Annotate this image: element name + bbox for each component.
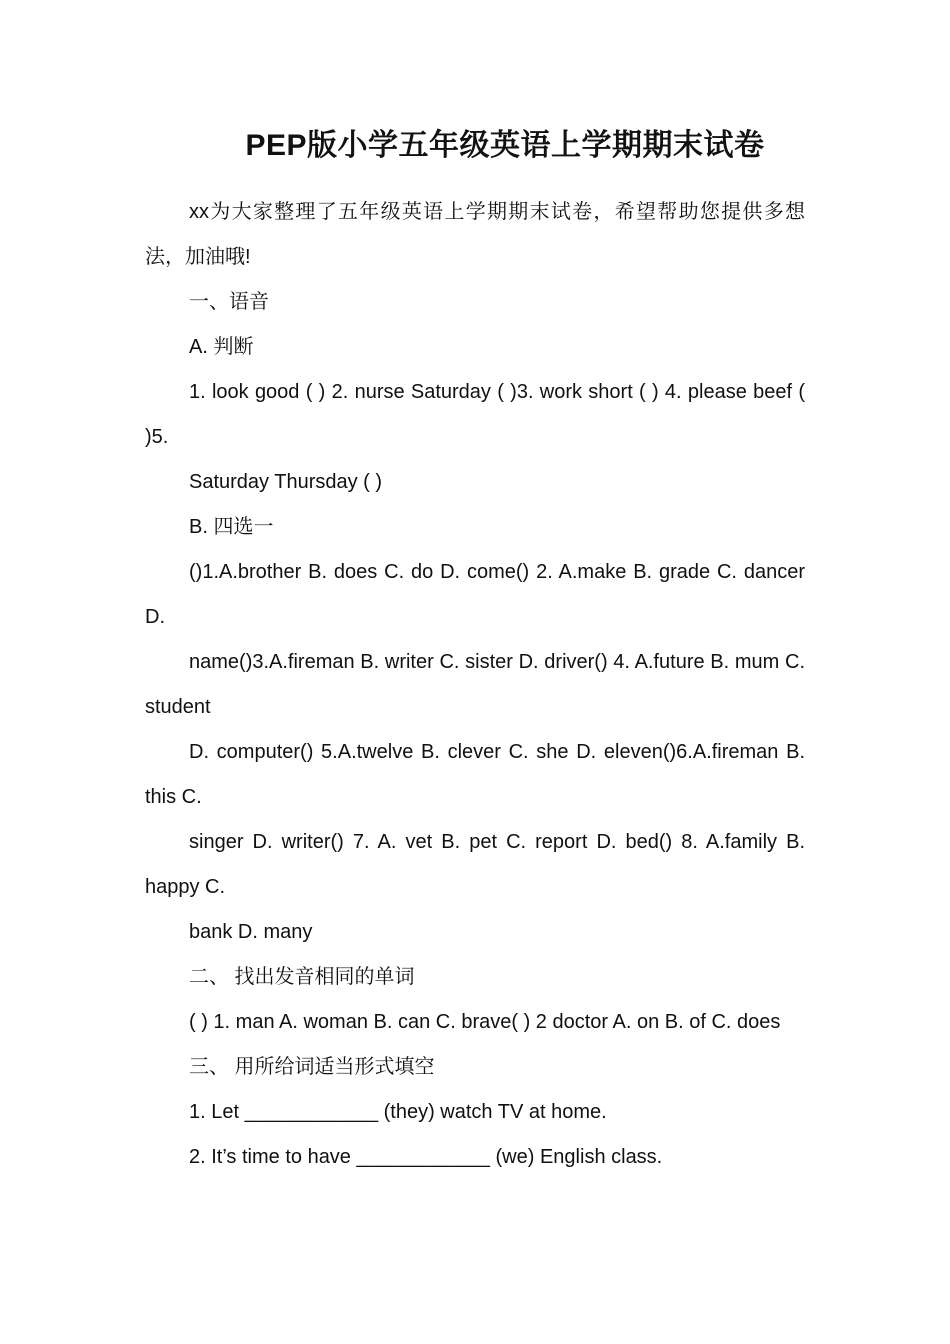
document-body — [145, 190, 805, 1180]
question-paragraph: 1. Let ____________ (they) watch TV at home. — [189, 1101, 607, 1123]
question-paragraph: 2. It’s time to have ____________ (we) English class. — [189, 1146, 663, 1168]
subsection-heading-judge: A. 判断 — [189, 336, 254, 358]
section-heading-fill-blank: 三、 用所给词适当形式填空 — [189, 1056, 435, 1078]
question-paragraph: Saturday Thursday ( ) — [189, 471, 383, 493]
question-paragraph: bank D. many — [189, 921, 313, 943]
question-paragraph: 1. look good ( ) 2. nurse Saturday ( )3. work short ( ) 4. please beef ( )5. — [145, 381, 805, 448]
subsection-heading-choose: B. 四选一 — [189, 516, 274, 538]
question-paragraph: ()1.A.brother B. does C. do D. come() 2. A.make B. grade C. dancer D. — [145, 561, 805, 628]
intro-paragraph: xx为大家整理了五年级英语上学期期末试卷，希望帮助您提供多想法，加油哦! — [145, 201, 805, 268]
section-heading-phonetics: 一、语音 — [189, 291, 269, 313]
question-paragraph: D. computer() 5.A.twelve B. clever C. she D. eleven()6.A.fireman B. this C. — [145, 741, 805, 808]
section-heading-same-sound: 二、 找出发音相同的单词 — [189, 966, 415, 988]
question-paragraph: ( ) 1. man A. woman B. can C. brave( ) 2 doctor A. on B. of C. does — [189, 1011, 781, 1033]
document-title: PEP版小学五年级英语上学期期末试卷 — [245, 129, 765, 162]
question-paragraph: name()3.A.fireman B. writer C. sister D. driver() 4. A.future B. mum C. student — [145, 651, 805, 718]
question-paragraph: singer D. writer() 7. A. vet B. pet C. report D. bed() 8. A.family B. happy C. — [145, 831, 805, 898]
